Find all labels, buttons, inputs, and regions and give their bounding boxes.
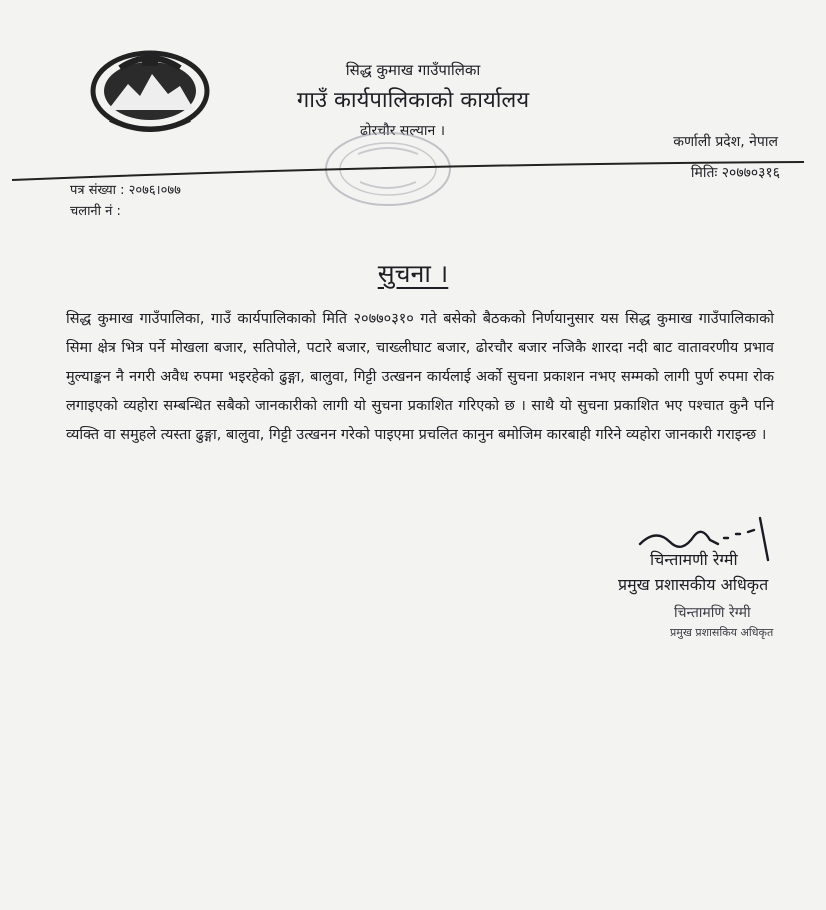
notice-title: सुचना । (377, 259, 449, 288)
letter-reference-number: पत्र संख्या : २०७६।०७७ (70, 183, 181, 198)
signer-name: चिन्तामणी रेग्मी (650, 550, 738, 569)
province-name: कर्णाली प्रदेश, नेपाल (673, 134, 778, 150)
dispatch-number: चलानी नं : (70, 204, 121, 219)
signer-title: प्रमुख प्रशासकीय अधिकृत (618, 575, 769, 594)
header-divider (12, 160, 804, 182)
municipality-name: सिद्ध कुमाख गाउँपालिका (345, 61, 481, 79)
letter-date: मितिः २०७७०३१६ (690, 165, 780, 181)
stamp-name: चिन्तामणि रेग्मी (674, 605, 751, 621)
stamp-title: प्रमुख प्रशासकिय अधिकृत (670, 626, 774, 639)
office-name: गाउँ कार्यपालिकाको कार्यालय (296, 88, 530, 113)
notice-body (66, 305, 774, 450)
notice-body-paragraph: सिद्ध कुमाख गाउँपालिका, गाउँ कार्यपालिकाको मिति २०७७०३१० गते बसेको बैठकको निर्णयानुसार यस सिद्ध कुमाख गाउँपालिकाको सिमा क्षेत्र भित्र पर्ने मोखला बजार, सतिपोले, पटारे बजार, चाख्लीघाट बजार, ढोरचौर बजार नजिकै शारदा नदी बाट वातावरणीय प्रभाव मुल्याङ्कन नै नगरी अवैध रुपमा भइरहेको ढुङ्गा, बालुवा, गिट्टी उत्खनन कार्यलाई अर्को सुचना प्रकाशन नभए सम्मको लागी पुर्ण रुपमा रोक लगाइएको व्यहोरा सम्बन्धित सबैको जानकारीको लागी यो सुचना प्रकाशित गरिएको छ । साथै यो सुचना प्रकाशित भए पश्चात कुनै पनि व्यक्ति वा समुहले त्यस्ता ढुङ्गा, बालुवा, गिट्टी उत्खनन गरेको पाइएमा प्रचलित कानुन बमोजिम कारबाही गरिने व्यहोरा जानकारी गराइन्छ । (66, 311, 774, 443)
office-location: ढोरचौर सल्यान । (360, 123, 446, 139)
